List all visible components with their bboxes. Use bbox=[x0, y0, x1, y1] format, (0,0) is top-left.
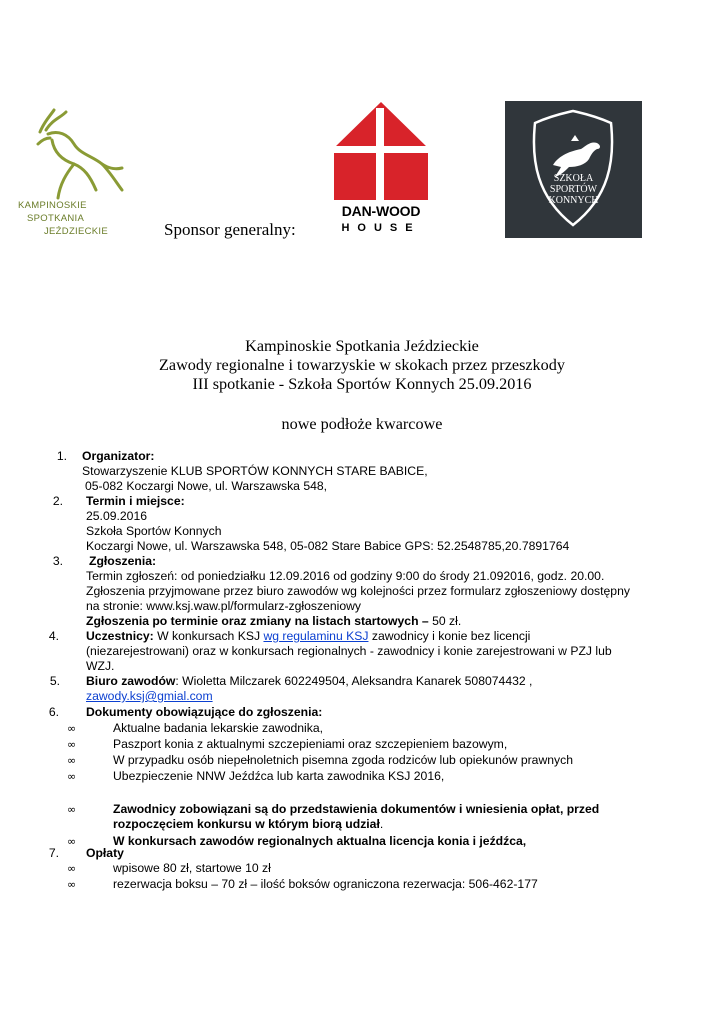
list-item-bold-cont bbox=[113, 817, 383, 832]
section-line: Szkoła Sportów Konnych bbox=[86, 524, 222, 538]
ssk-logo-line2: SPORTÓW bbox=[549, 184, 598, 195]
list-item: Ubezpieczenie NNW Jeźdźca lub karta zawodnika KSJ 2016, bbox=[113, 769, 445, 783]
horse-icon bbox=[18, 104, 138, 204]
rules-link[interactable]: wg regulaminu KSJ bbox=[263, 629, 369, 643]
section-line: na stronie: www.ksj.waw.pl/formularz-zgłoszeniowy bbox=[86, 599, 361, 613]
bullet-icon: ∞ bbox=[67, 862, 77, 875]
title-line3: III spotkanie - Szkoła Sportów Konnych 25.09.2016 bbox=[192, 375, 532, 393]
section-line: (niezarejestrowani) oraz w konkursach regionalnych - zawodnicy i konie zarejestrowani w PZJ lub bbox=[86, 644, 612, 658]
ksj-logo-line3: JEŹDZIECKIE bbox=[44, 226, 109, 237]
section-number: 4. bbox=[48, 629, 59, 643]
list-item: W przypadku osób niepełnoletnich pisemna zgoda rodziców lub opiekunów prawnych bbox=[113, 753, 574, 767]
late-fee-line bbox=[86, 614, 461, 629]
bullet-icon: ∞ bbox=[67, 738, 77, 751]
section-line: Termin zgłoszeń: od poniedziałku 12.09.2016 od godziny 9:00 do środy 21.092016, godz. 20.00. bbox=[86, 569, 605, 583]
email-link[interactable]: zawody.ksj@gmial.com bbox=[86, 689, 213, 703]
section-heading: Dokumenty obowiązujące do zgłoszenia: bbox=[86, 705, 323, 719]
section-heading: Uczestnicy: bbox=[86, 629, 154, 643]
late-fee-text: Zgłoszenia po terminie oraz zmiany na listach startowych – bbox=[86, 614, 429, 628]
late-fee-amount: 50 zł. bbox=[428, 614, 462, 628]
section-line: Koczargi Nowe, ul. Warszawska 548, 05-082 Stare Babice GPS: 52.2548785,20.7891764 bbox=[86, 539, 570, 553]
section-line: Stowarzyszenie KLUB SPORTÓW KONNYCH STARE BABICE, bbox=[82, 464, 428, 478]
list-item: wpisowe 80 zł, startowe 10 zł bbox=[113, 861, 271, 875]
section-heading: Organizator: bbox=[82, 449, 155, 463]
bullet-icon: ∞ bbox=[67, 835, 77, 848]
office-contacts: : Wioletta Milczarek 602249504, Aleksandra Kanarek 508074432 , bbox=[175, 674, 533, 688]
section-number: 5. bbox=[49, 674, 60, 688]
list-item-bold: rozpoczęciem konkursu w którym biorą udział bbox=[113, 817, 380, 831]
participants-text: W konkursach KSJ bbox=[153, 629, 264, 643]
section-number: 1. bbox=[56, 449, 67, 463]
list-item: Aktualne badania lekarskie zawodnika, bbox=[113, 721, 324, 735]
section-line: WZJ. bbox=[86, 659, 115, 673]
ksj-logo-line1: KAMPINOSKIE bbox=[18, 200, 87, 211]
event-title bbox=[0, 337, 724, 394]
jumping-horse-icon bbox=[553, 135, 600, 177]
section-heading: Biuro zawodów bbox=[86, 674, 176, 688]
event-subtitle: nowe podłoże kwarcowe bbox=[281, 415, 443, 433]
section-number: 6. bbox=[48, 705, 59, 719]
participants-text: zawodnicy i konie bez licencji bbox=[368, 629, 531, 643]
period: . bbox=[379, 817, 384, 831]
section-line bbox=[86, 629, 530, 644]
list-item: rezerwacja boksu – 70 zł – ilość boksów ograniczona rezerwacja: 506-462-177 bbox=[113, 877, 538, 891]
bullet-icon: ∞ bbox=[67, 803, 77, 816]
bullet-icon: ∞ bbox=[67, 878, 77, 891]
house-icon bbox=[332, 100, 430, 200]
title-line1: Kampinoskie Spotkania Jeździeckie bbox=[245, 337, 479, 355]
list-item-bold: Zawodnicy zobowiązani są do przedstawienia dokumentów i wniesienia opłat, przed bbox=[113, 802, 600, 816]
title-line2: Zawody regionalne i towarzyskie w skokach przez przeszkody bbox=[159, 356, 565, 374]
ssk-logo-line1: SZKOŁA bbox=[553, 173, 594, 184]
danwood-logo-text: DAN-WOOD bbox=[341, 203, 421, 219]
section-heading: Termin i miejsce: bbox=[86, 494, 185, 508]
danwood-logo-subtext: HOUSE bbox=[341, 222, 421, 234]
bullet-icon: ∞ bbox=[67, 770, 77, 783]
list-item: Paszport konia z aktualnymi szczepieniami oraz szczepieniem bazowym, bbox=[113, 737, 508, 751]
section-number: 3. bbox=[52, 554, 63, 568]
section-line bbox=[86, 674, 532, 689]
shield-icon bbox=[505, 101, 642, 238]
sponsor-label: Sponsor generalny: bbox=[164, 220, 296, 239]
section-number: 7. bbox=[48, 846, 59, 860]
list-item-bold: W konkursach zawodów regionalnych aktualna licencja konia i jeźdźca, bbox=[113, 834, 527, 848]
section-line: Zgłoszenia przyjmowane przez biuro zawodów wg kolejności przez formularz zgłoszeniowy dostępny bbox=[86, 584, 630, 598]
bullet-icon: ∞ bbox=[67, 722, 77, 735]
section-line: 25.09.2016 bbox=[86, 509, 147, 523]
ksj-logo-line2: SPOTKANIA bbox=[27, 213, 85, 224]
ssk-logo bbox=[505, 101, 642, 238]
section-heading: Opłaty bbox=[86, 846, 124, 860]
ksj-logo bbox=[18, 104, 138, 250]
section-heading: Zgłoszenia: bbox=[89, 554, 157, 568]
section-number: 2. bbox=[52, 494, 63, 508]
section-line: 05-082 Koczargi Nowe, ul. Warszawska 548, bbox=[85, 479, 328, 493]
bullet-icon: ∞ bbox=[67, 754, 77, 767]
ssk-logo-line3: KONNYCH bbox=[548, 195, 599, 206]
